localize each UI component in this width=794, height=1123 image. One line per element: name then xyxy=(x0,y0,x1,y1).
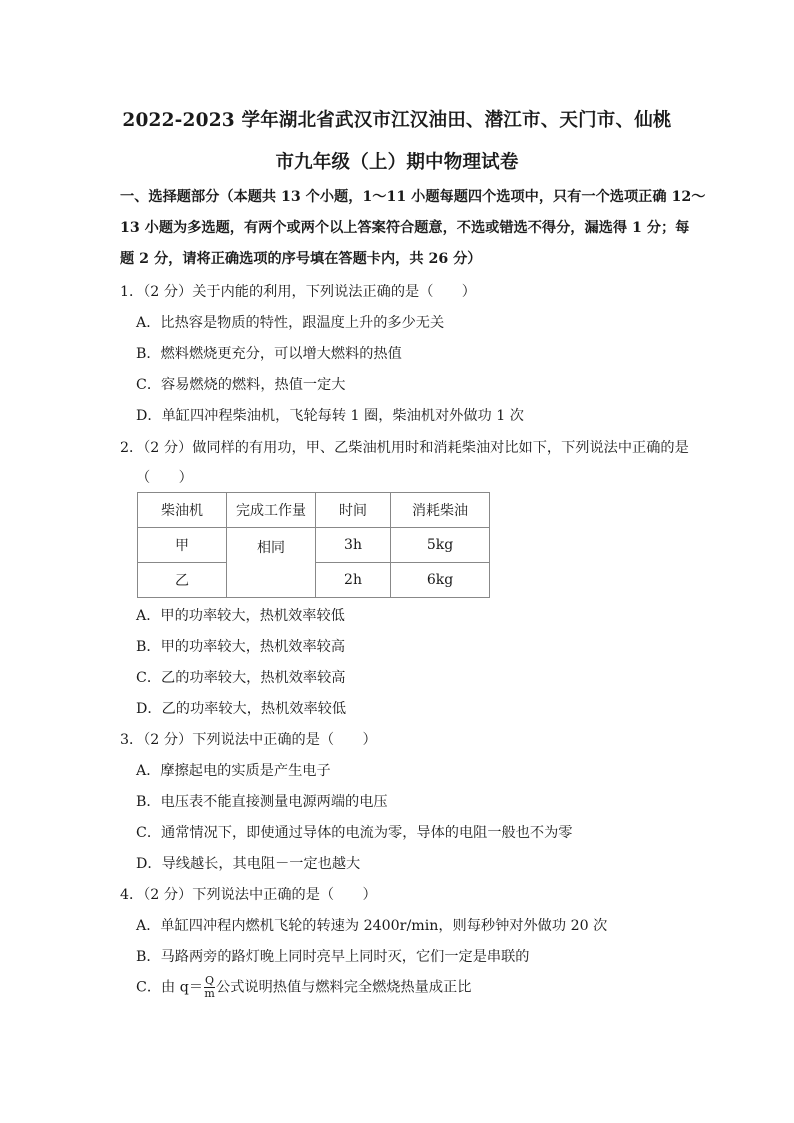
table-header-row xyxy=(138,493,490,528)
q2-option-c: C．乙的功率较大，热机效率较高 xyxy=(136,670,346,686)
doc-title-line2: 市九年级（上）期中物理试卷 xyxy=(275,152,519,173)
table-cell: 5kg xyxy=(391,528,490,563)
q4-option-c-suffix: 公式说明热值与燃料完全燃烧热量成正比 xyxy=(216,979,472,996)
table-header-cell: 时间 xyxy=(316,493,391,528)
q4-option-c xyxy=(136,975,471,1000)
q3-option-b: B．电压表不能直接测量电源两端的电压 xyxy=(136,794,388,810)
q4-option-b: B．马路两旁的路灯晚上同时亮早上同时灭，它们一定是串联的 xyxy=(136,949,530,965)
table-cell: 3h xyxy=(316,528,391,563)
section-intro xyxy=(120,182,706,275)
q1-option-d: D．单缸四冲程柴油机，飞轮每转 1 圈，柴油机对外做功 1 次 xyxy=(136,408,524,424)
q2-answer-paren: （ ） xyxy=(136,470,193,486)
doc-title-line1: 2022-2023 学年湖北省武汉市江汉油田、潜江市、天门市、仙桃 xyxy=(122,110,672,131)
q2-stem: 2．（2 分）做同样的有用功，甲、乙柴油机用时和消耗柴油对比如下，下列说法中正确的是 xyxy=(120,440,689,456)
q4-option-c-prefix: C．由 q＝ xyxy=(136,979,204,996)
q3-option-a: A．摩擦起电的实质是产生电子 xyxy=(136,763,331,779)
q1-option-c: C．容易燃烧的燃料，热值一定大 xyxy=(136,377,346,393)
section-intro-line3: 题 2 分，请将正确选项的序号填在答题卡内，共 26 分） xyxy=(120,251,482,267)
table-header-cell: 完成工作量 xyxy=(227,493,316,528)
fraction-numerator: Q xyxy=(205,974,215,987)
q2-option-b: B．甲的功率较大，热机效率较高 xyxy=(136,639,346,655)
fraction-denominator: m xyxy=(204,987,215,1000)
q1-option-a: A．比热容是物质的特性，跟温度上升的多少无关 xyxy=(136,315,445,331)
q3-stem: 3．（2 分）下列说法中正确的是（ ） xyxy=(120,732,377,748)
q4-stem: 4．（2 分）下列说法中正确的是（ ） xyxy=(120,887,377,903)
table-row xyxy=(138,528,490,563)
table-header-cell: 消耗柴油 xyxy=(391,493,490,528)
q3-option-c: C．通常情况下，即使通过导体的电流为零，导体的电阻一般也不为零 xyxy=(136,825,573,841)
q3-option-d: D．导线越长，其电阻－一定也越大 xyxy=(136,856,361,872)
table-cell: 甲 xyxy=(138,528,227,563)
q1-option-b: B．燃料燃烧更充分，可以增大燃料的热值 xyxy=(136,346,402,362)
table-cell: 2h xyxy=(316,563,391,598)
q2-option-a: A．甲的功率较大，热机效率较低 xyxy=(136,608,345,624)
table-header-cell: 柴油机 xyxy=(138,493,227,528)
section-intro-line1: 一、选择题部分（本题共 13 个小题，1～11 小题每题四个选项中，只有一个选项正确 12～ xyxy=(120,189,706,205)
q1-stem: 1．（2 分）关于内能的利用，下列说法正确的是（ ） xyxy=(120,284,476,300)
q2-option-d: D．乙的功率较大，热机效率较低 xyxy=(136,701,347,717)
q2-data-table xyxy=(137,492,490,598)
table-cell: 乙 xyxy=(138,563,227,598)
section-intro-line2: 13 小题为多选题，有两个或两个以上答案符合题意，不选或错选不得分，漏选得 1 分；每 xyxy=(120,220,690,236)
table-cell-merged: 相同 xyxy=(227,528,316,598)
formula-fraction xyxy=(204,975,215,1000)
table-cell: 6kg xyxy=(391,563,490,598)
q4-option-a: A．单缸四冲程内燃机飞轮的转速为 2400r/min，则每秒钟对外做功 20 次 xyxy=(136,918,608,934)
